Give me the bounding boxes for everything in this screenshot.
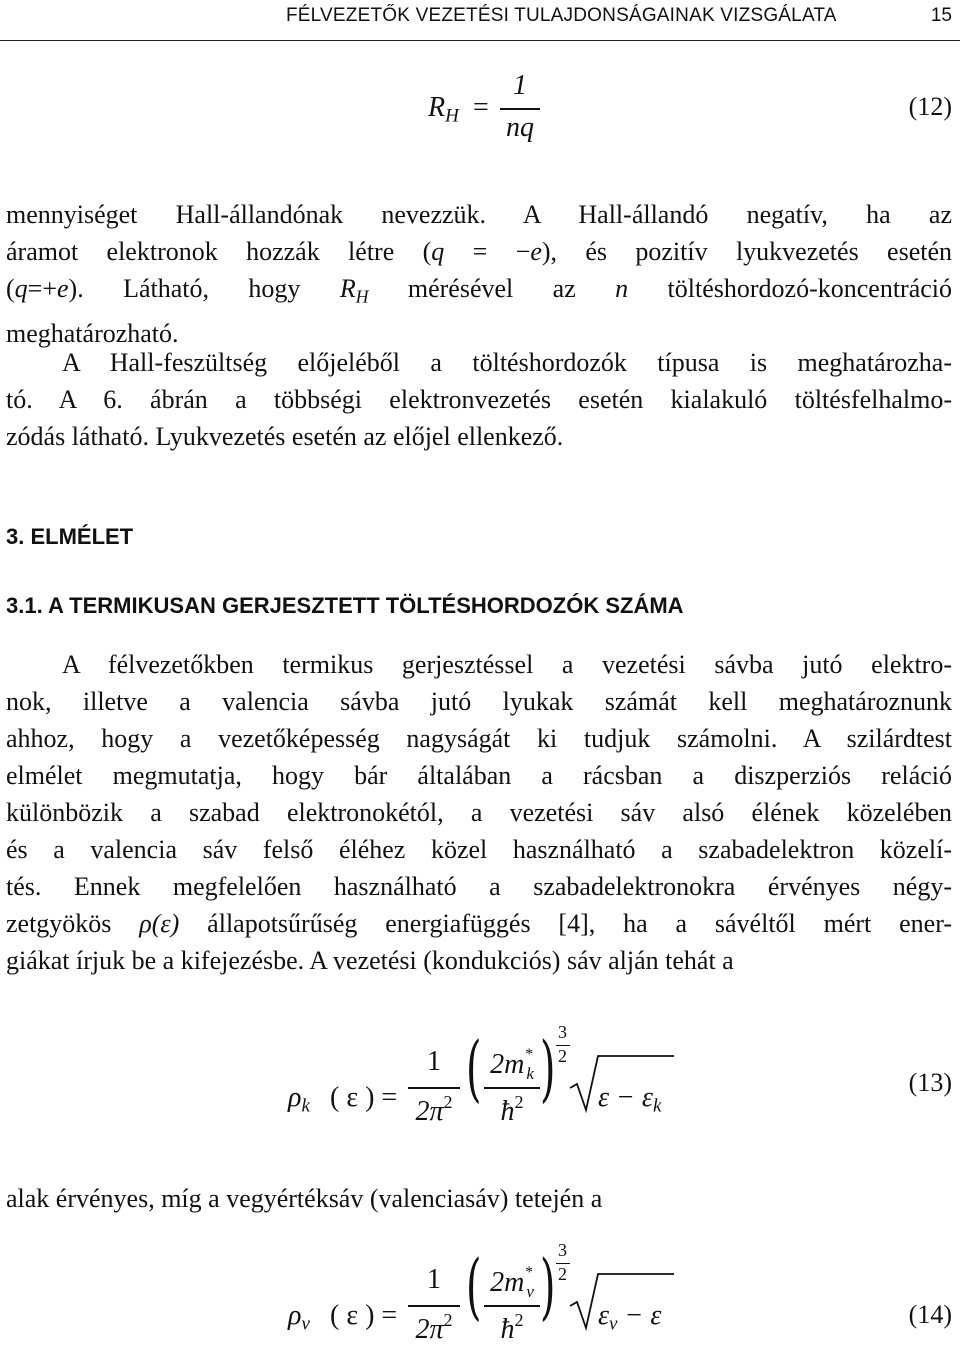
eq14-left-paren: ( bbox=[466, 1244, 482, 1328]
eq14-f1-denominator: $2\pi^2$ bbox=[415, 1310, 453, 1345]
eq12-number: (12) bbox=[908, 92, 952, 121]
text-line: (q=+e). Látható, hogy $R_H$ mérésével az n töltéshordozó-koncentráció bbox=[6, 274, 953, 307]
text-line: tés. Ennek megfelelően használható a szabadelektronokra érvényes négy- bbox=[6, 872, 952, 901]
eq14-f2-numerator: $2m^*_v$ bbox=[490, 1264, 534, 1301]
text-line: és a valencia sáv felső éléhez közel használható a szabadelektron közelí- bbox=[6, 835, 952, 864]
text-line: zódás látható. Lyukvezetés esetén az előjel ellenkező. bbox=[6, 422, 564, 451]
text-line: alak érvényes, míg a vegyértéksáv (valenciasáv) tetején a bbox=[6, 1184, 603, 1213]
text-line: nok, illetve a valencia sávba jutó lyukak számát kell meghatároznunk bbox=[6, 687, 952, 716]
eq14-right-paren: ) bbox=[540, 1244, 556, 1328]
running-header-title: FÉLVEZETŐK VEZETÉSI TULAJDONSÁGAINAK VIZSGÁLATA bbox=[286, 5, 837, 26]
eq14-f2-denominator: $ħ^2$ bbox=[500, 1310, 524, 1345]
eq13-left-paren: ( bbox=[466, 1026, 482, 1110]
eq13-exponent-numerator: 3 bbox=[558, 1022, 567, 1042]
page-number: 15 bbox=[930, 5, 952, 26]
text-line: tó. A 6. ábrán a többségi elektronvezetés esetén kialakuló töltésfelhalmo- bbox=[6, 385, 952, 414]
eq13-f2-denominator: $ħ^2$ bbox=[500, 1092, 524, 1127]
eq13-f1-numerator: 1 bbox=[427, 1046, 441, 1077]
paragraph-valence bbox=[6, 1180, 952, 1217]
eq14-f1-bar bbox=[408, 1305, 460, 1307]
eq14-f2-bar bbox=[484, 1305, 540, 1307]
eq12-fraction-bar bbox=[500, 108, 540, 110]
eq14-exponent-denominator: 2 bbox=[558, 1264, 567, 1284]
eq13-f2-bar bbox=[484, 1087, 540, 1089]
paragraph-hall-voltage bbox=[6, 344, 952, 455]
eq13-rho: $\rho_k$ bbox=[288, 1082, 310, 1117]
text-line: különbözik a szabad elektronokétól, a vezetési sáv alsó élének közelében bbox=[6, 798, 952, 827]
eq14-number: (14) bbox=[908, 1300, 952, 1329]
eq13-f1-bar bbox=[408, 1087, 460, 1089]
eq13-exponent-denominator: 2 bbox=[558, 1046, 567, 1066]
text-line: giákat írjuk be a kifejezésbe. A vezetési (kondukciós) sáv alján tehát a bbox=[6, 946, 734, 975]
text-line: áramot elektronok hozzák létre (q = −e), és pozitív lyukvezetés esetén bbox=[6, 237, 952, 266]
eq14-f1-numerator: 1 bbox=[427, 1264, 441, 1295]
text-line: meghatározható. bbox=[6, 319, 179, 349]
paragraph-theory bbox=[6, 646, 952, 979]
text-line: A félvezetőkben termikus gerjesztéssel a vezetési sávba jutó elektro- bbox=[62, 650, 952, 679]
eq14-rho: $\rho_v$ bbox=[288, 1300, 310, 1335]
text-line: elmélet megmutatja, hogy bár általában a rácsban a diszperziós reláció bbox=[6, 761, 952, 790]
running-header bbox=[0, 0, 960, 41]
eq13-number: (13) bbox=[908, 1068, 952, 1097]
eq12-numerator: 1 bbox=[513, 70, 527, 101]
subsection-heading: 3.1. A TERMIKUSAN GERJESZTETT TÖLTÉSHORDOZÓK SZÁMA bbox=[6, 593, 684, 618]
eq14-exponent-numerator: 3 bbox=[558, 1240, 567, 1260]
section-heading: 3. ELMÉLET bbox=[6, 524, 134, 549]
eq13-f1-denominator: $2\pi^2$ bbox=[415, 1092, 453, 1127]
eq14-argument: ( ε ) = bbox=[330, 1300, 398, 1331]
eq12-denominator: nq bbox=[506, 112, 534, 143]
text-line: zetgyökös ρ(ε) állapotsűrűség energiafüggés [4], ha a sávéltől mért ener- bbox=[6, 909, 952, 938]
eq12-lhs: $R_H$ bbox=[428, 92, 459, 127]
text-line: A Hall-feszültség előjeléből a töltéshordozók típusa is meghatározha- bbox=[62, 348, 952, 377]
eq12-equals: = bbox=[473, 92, 489, 123]
eq13-f2-numerator: $2m^*_k$ bbox=[490, 1046, 534, 1083]
eq13-right-paren: ) bbox=[540, 1026, 556, 1110]
text-line: mennyiséget Hall-állandónak nevezzük. A Hall-állandó negatív, ha az bbox=[6, 200, 952, 229]
eq13-radicand: $\varepsilon - \varepsilon_k$ bbox=[598, 1082, 662, 1117]
paragraph-hall-constant bbox=[6, 196, 952, 352]
eq14-radicand: $\varepsilon_v - \varepsilon$ bbox=[598, 1300, 662, 1335]
eq13-argument: ( ε ) = bbox=[330, 1082, 398, 1113]
text-line: ahhoz, hogy a vezetőképesség nagyságát ki tudjuk számolni. A szilárdtest bbox=[6, 724, 952, 753]
